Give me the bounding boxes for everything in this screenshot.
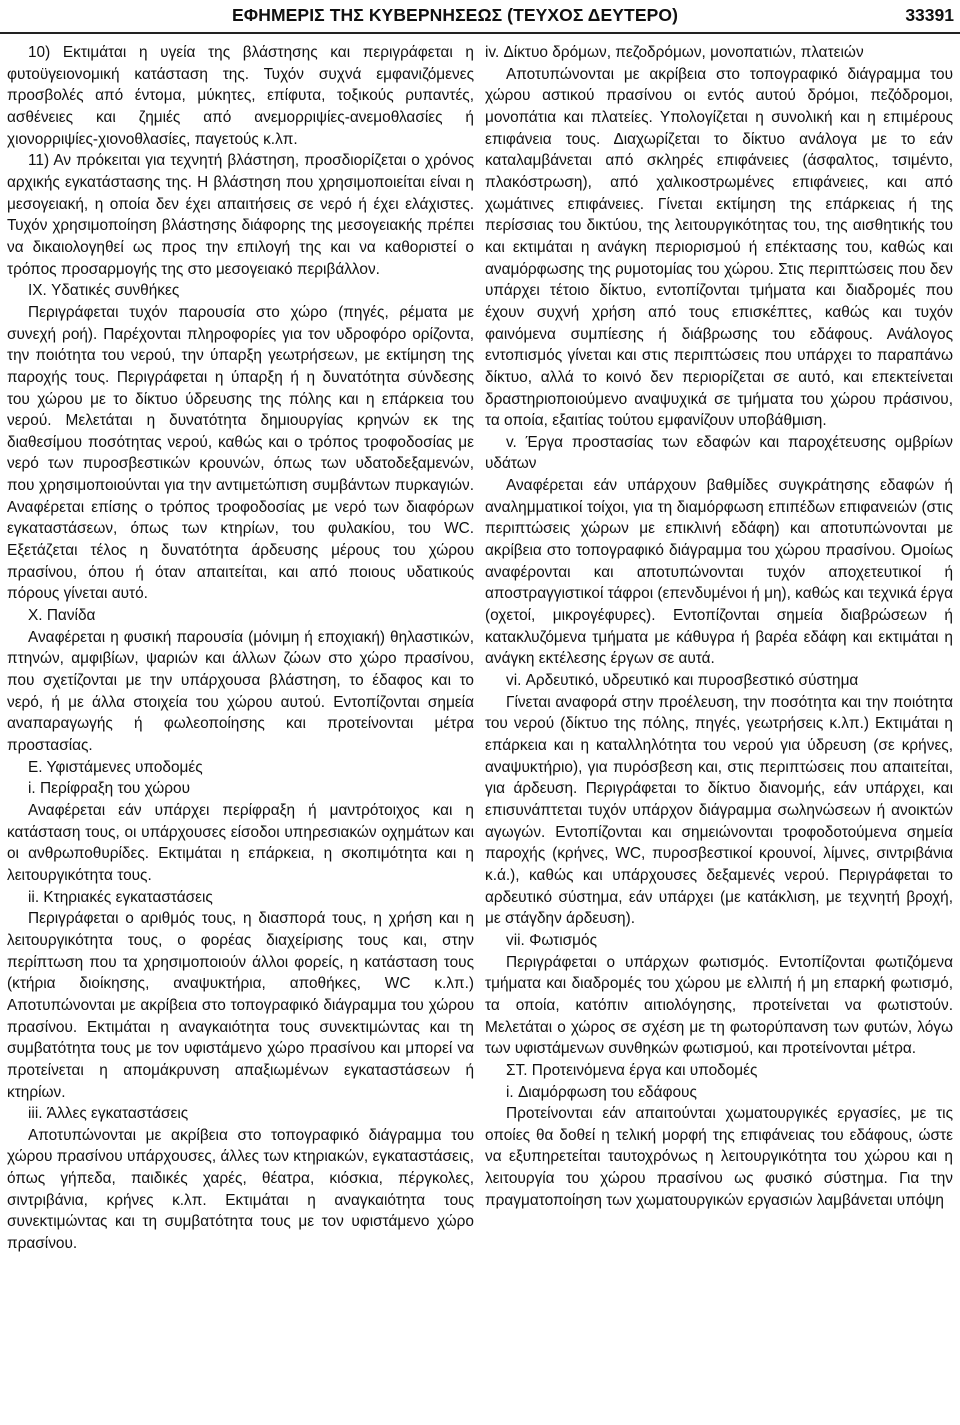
section-heading: X. Πανίδα <box>28 607 96 625</box>
subsection-heading: ii. Κτηριακές εγκαταστάσεις <box>28 888 213 906</box>
paragraph: Αναφέρεται η φυσική παρουσία (μόνιμη ή εποχιακή) θηλαστικών, πτηνών, αμφιβίων, ψαριών και άλλων ζώων στο χώρο πρασίνου, που σχετίζονται με την υπάρχουσα βλάστηση, το έδαφος και το νερό, ή με άλλα στοιχεία του χώρου αυτού. Εντοπίζονται σημεία αναπαραγωγής ή φωλεοποίησης και προτείνονται μέτρα προστασίας. <box>7 628 474 754</box>
paragraph: Αποτυπώνονται με ακρίβεια στο τοπογραφικό διάγραμμα του χώρου πρασίνου υπάρχουσες, άλλες των κτηριακών, εγκαταστάσεις, όπως γήπεδα, παιδικές χαρές, θέατρα, κιόσκια, πέργκολες, σιντριβάνια, κρήνες κ.λπ. Εκτιμάται η αναγκαιότητα τους συνεκτιμώντας και τη συμβατότητα τους με τον υφιστάμενο χώρο πρασίνου. <box>7 1126 474 1253</box>
header-rule <box>0 32 960 34</box>
paragraph: Περιγράφεται τυχόν παρουσία στο χώρο (πηγές, ρέματα με συνεχή ροή). Παρέχονται πληροφορίες για τον υδροφόρο ορίζοντα, την ποιότητα του νερού, την ύπαρξη γεωτρήσεων, με εκτίμηση της παροχής τους. Περιγράφεται η ύπαρξη ή η δυνατότητα σύνδεσης του χώρου με το δίκτυο ύδρευσης της πόλης και η επάρκεια του νερού. Μελετάται η δυνατότητα δημιουργίας κρηνών εκ της διαθεσίμου ποσότητας νερού, καθώς και ο τρόπος τροφοδοσίας με νερό των πυροσβεστικών κρουνών, όπως των υδατοδεξαμενών, που χρησιμοποιούνται για την αντιμετώπιση συμβάντων πυρκαγιών. Αναφέρεται επίσης ο τρόπος τροφοδοσίας με νερό των διαφόρων εγκαταστάσεων, όπως των κτηρίων, του φυλακίου, του WC. Εξετάζεται τέλος η δυνατότητα άρδευσης μέρους του χώρου πρασίνου, όπου ή όταν απαιτείται, και από ποιους υδατικούς πόρους γίνεται αυτό. <box>7 303 474 603</box>
section-heading: IX. Υδατικές συνθήκες <box>28 282 180 300</box>
page-header <box>0 0 960 34</box>
paragraph: Αναφέρεται εάν υπάρχει περίφραξη ή μαντρότοιχος και η κατάσταση τους, οι υπάρχουσες είσοδοι υπηρεσιακών οχημάτων και οι ανθρωποθυρίδες. Εκτιμάται η επάρκεια, η σκοπιμότητα και η λειτουργικότητα τους. <box>7 801 474 884</box>
subsection-heading: vii. Φωτισμός <box>506 931 598 949</box>
left-column <box>7 42 474 1255</box>
subsection-heading: i. Διαμόρφωση του εδάφους <box>506 1083 697 1101</box>
page-number: 33391 <box>905 5 954 25</box>
paragraph: 10) Εκτιμάται η υγεία της βλάστησης και περιγράφεται η φυτοϋγειονομική κατάσταση της. Τυχόν συχνά εμφανιζόμενες προσβολές από έντομα, μύκητες, επίφυτα, τοξικούς ρυπαντές, ασθένειες και ζημιές από ανεμορριψίες-ανεμοθλασίες ή χιονορριψίες-χιονοθλασίες, παγετούς κ.λπ. <box>7 44 474 148</box>
paragraph: 11) Αν πρόκειται για τεχνητή βλάστηση, προσδιορίζεται ο χρόνος αρχικής εγκατάστασης της. Η βλάστηση που χρησιμοποιείται είναι η μεσογειακή, η οποία δεν έχει απαιτήσεις σε νερό ή έχει ελάχιστες. Τυχόν χρησιμοποίηση βλάστησης διάφορης της μεσογειακής πρέπει να δικαιολογηθεί ως προς την επιλογή της και να καθοριστεί ο τρόπος προσαρμογής της στο μεσογειακό περιβάλλον. <box>7 152 474 278</box>
paragraph: Αναφέρεται εάν υπάρχουν βαθμίδες συγκράτησης εδαφών ή αναλημματικοί τοίχοι, για τη διαμόρφωση επιπέδων επιφανειών (στις περιπτώσεις χώρων με επικλινή εδάφη) και αποτυπώνονται με ακρίβεια στο τοπογραφικό διάγραμμα του χώρου πρασίνου. Ομοίως αναφέρονται και αποτυπώνονται τυχόν αποχετευτικοί ή αποστραγγιστικοί τάφροι (επενδυμένοι ή μη), καθώς και τεχνικά έργα (οχετοί, μικρογέφυρες). Εντοπίζονται σημεία διαβρώσεων ή κατακλυζόμενα τμήματα με κάθυγρα ή βαρέα εδάφη και εκτιμάται η ανάγκη εκτέλεσης έργων σε αυτά. <box>485 477 953 668</box>
subsection-heading: v. Έργα προστασίας των εδαφών και παροχέτευσης ομβρίων υδάτων <box>485 433 953 473</box>
paragraph: Περιγράφεται ο αριθμός τους, η διασπορά τους, η χρήση και η λειτουργικότητα τους, ο φορέας διαχείρισης τους και, στην περίπτωση που τα χρησιμοποιούν άλλοι φορείς, η κατάσταση τους (κτήρια διοίκησης, αναψυκτήρια, αποθήκες, WC κ.λπ.) Αποτυπώνονται με ακρίβεια στο τοπογραφικό διάγραμμα του χώρου πρασίνου. Εκτιμάται η αναγκαιότητα τους συνεκτιμώντας και τη συμβατότητα τους με τον υφιστάμενο χώρο πρασίνου και μπορεί να προτείνεται η απομάκρυνση απαξιωμένων εγκαταστάσεων ή κτηρίων. <box>7 910 474 1101</box>
section-heading: ΣΤ. Προτεινόμενα έργα και υποδομές <box>506 1061 758 1079</box>
journal-title: ΕΦΗΜΕΡΙΣ ΤΗΣ ΚΥΒΕΡΝΗΣΕΩΣ (ΤΕΥΧΟΣ ΔΕΥΤΕΡΟ) <box>232 5 679 25</box>
subsection-heading: iii. Άλλες εγκαταστάσεις <box>28 1105 189 1123</box>
subsection-heading: i. Περίφραξη του χώρου <box>28 780 191 798</box>
section-heading: Ε. Υφιστάμενες υποδομές <box>28 758 203 776</box>
right-column <box>485 42 953 1211</box>
paragraph: Γίνεται αναφορά στην προέλευση, την ποσότητα και την ποιότητα του νερού (δίκτυο της πόλης, πηγές, γεωτρήσεις κ.λπ.) Εκτιμάται η επάρκεια και η καταλληλότητα του νερού για ύδρευση (σε κρήνες, αναψυκτήριο), για πυρόσβεση και, στις περιπτώσεις που απαιτείται, για άρδευση. Περιγράφεται το δίκτυο διανομής, εάν υπάρχει, και επισυνάπτεται τυχόν υπάρχον διάγραμμα σωληνώσεων ή ανοικτών αγωγών. Εντοπίζονται και σημειώνονται τροφοδοτούμενα σημεία παροχής (κρήνες, WC, πυροσβεστικοί κρουνοί, λίμνες, σιντριβάνια κ.ά.), καθώς και υπάρχουσες δεξαμενές νερού. Περιγράφεται το αρδευτικό σύστημα, εάν υπάρχει (με κατάκλιση, με τεχνητή βροχή, με στάγδην άρδευση). <box>485 693 953 928</box>
paragraph: Περιγράφεται ο υπάρχων φωτισμός. Εντοπίζονται φωτιζόμενα τμήματα και διαδρομές του χώρου με ελλιπή ή μη επαρκή φωτισμό, τα οποία, κατόπιν αιτιολόγησης, προτείνεται να φωτιστούν. Μελετάται ο χώρος σε σχέση με τη φωτορύπανση των φυτών, λόγω των υφιστάμενων συνθηκών φωτισμού, και προτείνονται μέτρα. <box>485 953 953 1058</box>
subsection-heading: vi. Αρδευτικό, υδρευτικό και πυροσβεστικό σύστημα <box>506 672 859 690</box>
subsection-heading: iv. Δίκτυο δρόμων, πεζοδρόμων, μονοπατιών, πλατειών <box>485 44 864 61</box>
paragraph: Προτείνονται εάν απαιτούνται χωματουργικές εργασίες, με τις οποίες θα δοθεί η τελική μορφή της επιφάνειας του εδάφους, ώστε να εξυπηρετείται ταυτοχρόνως η λειτουργικότητα του χώρου και η λειτουργία του χώρου πρασίνου ως φυσικό σύστημα. Για την πραγματοποίηση των χωματουργικών εργασιών λαμβάνεται υπόψη <box>485 1105 953 1209</box>
paragraph: Αποτυπώνονται με ακρίβεια στο τοπογραφικό διάγραμμα του χώρου αστικού πρασίνου οι εντός αυτού δρόμοι, πεζόδρομοι, μονοπάτια και πλατείες. Υπολογίζεται η συνολική και η επιμέρους επιφάνεια τους. Διαχωρίζεται το δίκτυο ανάλογα με το εάν καταλαμβάνεται από σκληρές επιφάνειες (άσφαλτος, τσιμέντο, πλακόστρωση), από χαλικοστρωμένες επιφάνειες, και από χωμάτινες επιφάνειες. Γίνεται εκτίμηση της επάρκειας ή της περίσσιας του δικτύου, της λειτουργικότητας του, της αισθητικής του και εκτιμάται η ανάγκη περιορισμού ή επέκτασης του, καθώς και αναμόρφωσης της ρυμοτομίας του χώρου. Στις περιπτώσεις που δεν υπάρχει τέτοιο δίκτυο, εντοπίζονται τμήματα και διαδρομές που έχουν συχνή χρήση από τους επισκέπτες, καθώς και τυχόν φαινόμενα συμπίεσης ή διάβρωσης του εδάφους. Ανάλογος εντοπισμός γίνεται και στις περιπτώσεις που υπάρχει το παραπάνω δίκτυο, αλλά το κοινό δεν περιορίζεται σε αυτό, και επεκτείνεται δραστηριοποιούμενο αναψυχικά σε τμήματα του χώρου πράσινου, τα οποία, εξαιτίας τούτου εμφανίζουν υποβάθμιση. <box>485 65 953 430</box>
